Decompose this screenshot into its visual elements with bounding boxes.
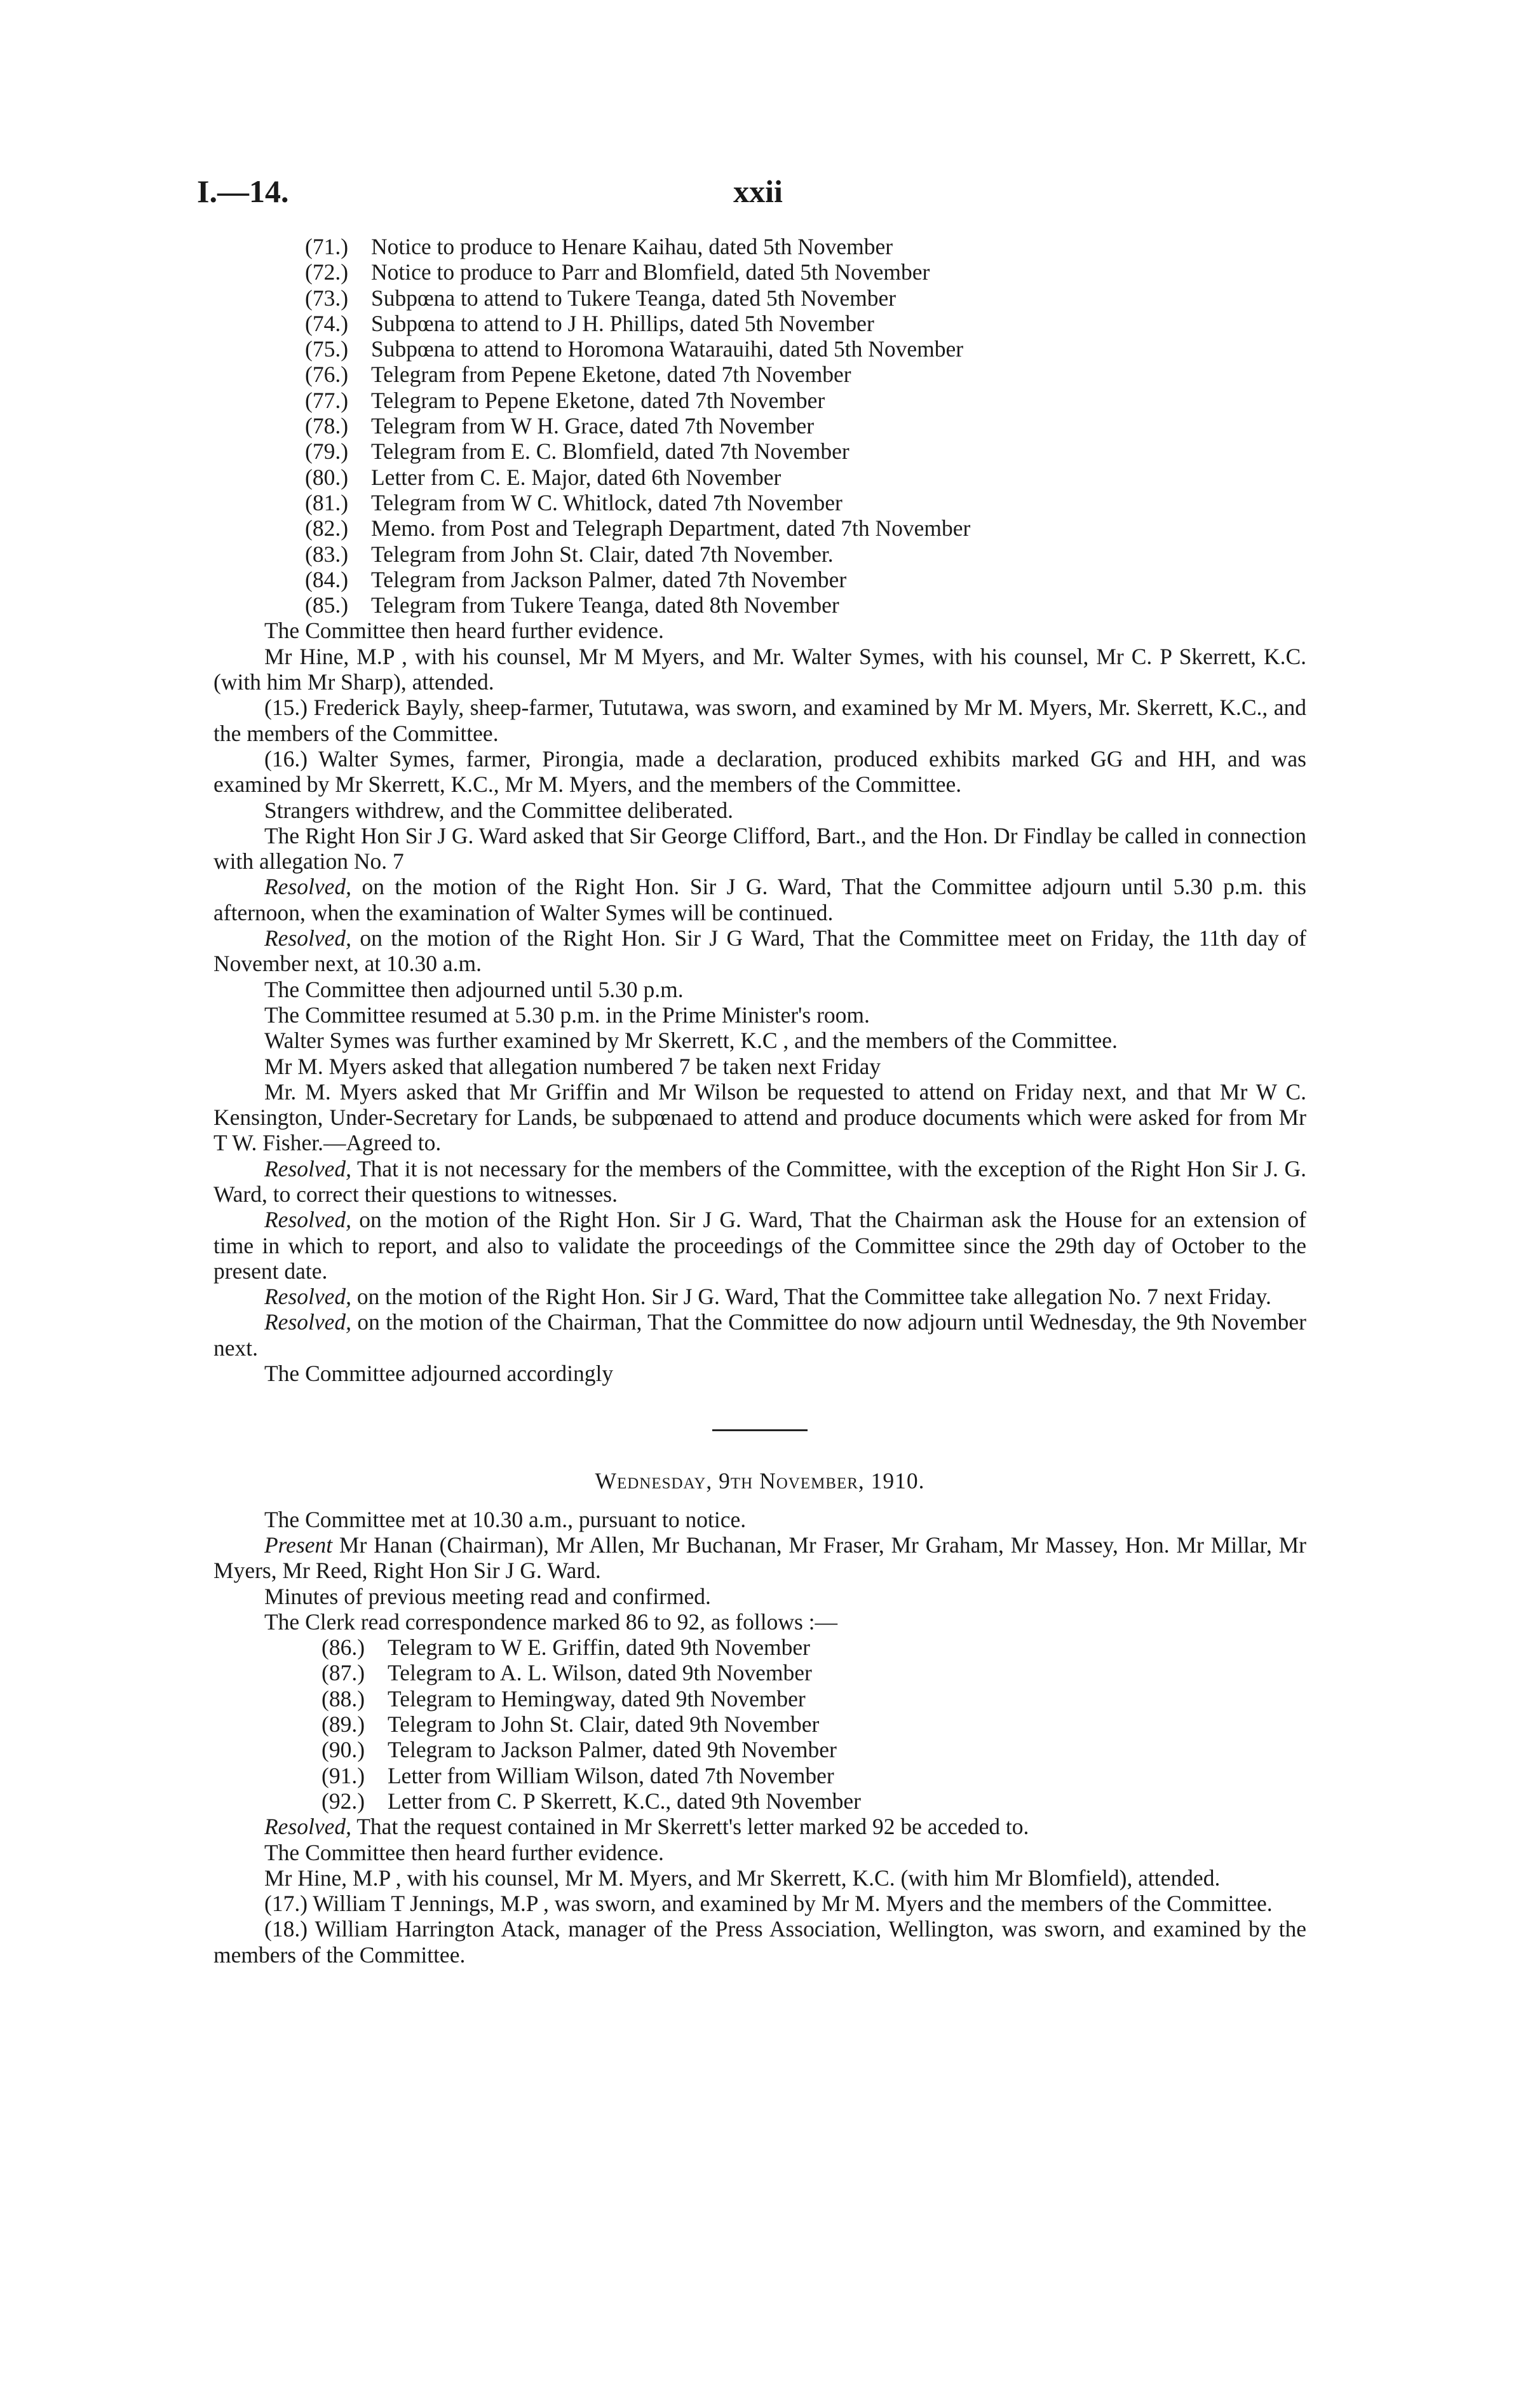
- item-number: (73.): [305, 285, 349, 311]
- paragraph: [213, 823, 1306, 874]
- proceedings-section-3: [213, 1814, 1306, 1968]
- paragraph-emphasis: Resolved,: [264, 874, 352, 900]
- paragraph-emphasis: Resolved,: [264, 1814, 352, 1840]
- paragraph-text: The Committee then heard further evidence.: [264, 618, 664, 644]
- proceedings-section-1: [213, 618, 1306, 1386]
- section-divider: [712, 1429, 808, 1431]
- paragraph-text: on the motion of the Right Hon. Sir J G. Ward, That the Committee take allegation No. 7 next Friday.: [351, 1284, 1271, 1310]
- paragraph: [213, 1054, 1306, 1079]
- paragraph-text: on the motion of the Right Hon. Sir J G Ward, That the Committee meet on Friday, the 11th day of November next, at 10.30 a.m.: [213, 925, 1306, 977]
- paragraph-text: Minutes of previous meeting read and confirmed.: [264, 1583, 711, 1609]
- paragraph: [213, 618, 1306, 643]
- correspondence-item: [305, 311, 1306, 336]
- item-number: (79.): [305, 439, 349, 465]
- item-text: Telegram to A. L. Wilson, dated 9th November: [388, 1660, 812, 1686]
- item-text: Notice to produce to Parr and Blomfield, dated 5th November: [371, 259, 930, 285]
- paragraph: [213, 644, 1306, 695]
- correspondence-item: [321, 1711, 1306, 1737]
- proceedings-section-2: [213, 1507, 1306, 1635]
- item-text: Memo. from Post and Telegraph Department, dated 7th November: [371, 515, 971, 541]
- correspondence-list-1: [213, 234, 1306, 618]
- paragraph: [213, 925, 1306, 977]
- correspondence-item: [305, 234, 1306, 259]
- paragraph: [213, 1584, 1306, 1609]
- paragraph-text: That the request contained in Mr Skerrett's letter marked 92 be acceded to.: [351, 1814, 1029, 1840]
- paragraph-text: (17.) William T Jennings, M.P , was sworn, and examined by Mr M. Myers and the members of the Committee.: [264, 1891, 1273, 1917]
- paragraph-text: The Clerk read correspondence marked 86 to 92, as follows :—: [264, 1609, 838, 1635]
- item-text: Telegram to Pepene Eketone, dated 7th November: [371, 387, 825, 413]
- paragraph: [213, 1609, 1306, 1635]
- paragraph: [213, 1840, 1306, 1865]
- paragraph: [213, 1002, 1306, 1028]
- page-number: xxii: [733, 173, 783, 209]
- paragraph-emphasis: Resolved,: [264, 1155, 352, 1181]
- item-number: (83.): [305, 541, 349, 567]
- paragraph-text: Mr Hine, M.P , with his counsel, Mr M Myers, and Mr. Walter Symes, with his counsel, Mr C. P Skerrett, K.C. (with him Mr Sharp), attended.: [213, 643, 1306, 695]
- item-number: (86.): [321, 1635, 365, 1661]
- correspondence-item: [305, 388, 1306, 413]
- item-text: Telegram from W H. Grace, dated 7th November: [371, 413, 815, 439]
- paragraph-text: on the motion of the Right Hon. Sir J G. Ward, That the Committee adjourn until 5.30 p.m. this afternoon, when the examination of Walter Symes will be continued.: [213, 874, 1306, 925]
- correspondence-item: [305, 541, 1306, 567]
- correspondence-item: [321, 1660, 1306, 1685]
- item-number: (75.): [305, 336, 349, 362]
- date-heading: Wednesday, 9th November, 1910.: [595, 1468, 925, 1494]
- item-text: Letter from C. E. Major, dated 6th November: [371, 464, 782, 490]
- paragraph: [213, 1814, 1306, 1839]
- paragraph-emphasis: Present: [264, 1532, 333, 1558]
- correspondence-item: [305, 592, 1306, 618]
- item-text: Telegram from W C. Whitlock, dated 7th November: [371, 489, 843, 515]
- item-number: (91.): [321, 1762, 365, 1788]
- document-body: [213, 234, 1306, 1968]
- item-number: (80.): [305, 464, 349, 490]
- item-text: Telegram from E. C. Blomfield, dated 7th November: [371, 439, 849, 465]
- paragraph-emphasis: Resolved,: [264, 1207, 352, 1233]
- item-text: Subpœna to attend to Horomona Watarauihi, dated 5th November: [371, 336, 964, 362]
- paragraph-emphasis: Resolved,: [264, 925, 352, 951]
- item-text: Telegram from Pepene Eketone, dated 7th November: [371, 362, 851, 388]
- correspondence-item: [305, 515, 1306, 541]
- paragraph: [213, 1865, 1306, 1891]
- paragraph: [213, 1891, 1306, 1916]
- page-header: [197, 173, 1319, 224]
- paragraph: [213, 695, 1306, 746]
- paragraph-text: The Committee resumed at 5.30 p.m. in the Prime Minister's room.: [264, 1002, 870, 1028]
- correspondence-item: [321, 1788, 1306, 1814]
- paragraph-emphasis: Resolved,: [264, 1309, 352, 1335]
- item-number: (89.): [321, 1711, 365, 1738]
- correspondence-item: [321, 1763, 1306, 1788]
- correspondence-item: [305, 285, 1306, 311]
- item-text: Letter from C. P Skerrett, K.C., dated 9th November: [388, 1788, 861, 1814]
- paragraph-text: on the motion of the Right Hon. Sir J G. Ward, That the Chairman ask the House for an extension of time in which to report, and also to validate the proceedings of the Committee since the 29th day of October to the present date.: [213, 1207, 1306, 1284]
- paragraph-text: Mr. M. Myers asked that Mr Griffin and Mr Wilson be requested to attend on Friday next, and that Mr W C. Kensington, Under-Secretary for Lands, be subpœnaed to attend and produce documents which were asked for from Mr T W. Fisher.—Agreed to.: [213, 1078, 1306, 1156]
- paragraph-text: Mr Hine, M.P , with his counsel, Mr M. Myers, and Mr Skerrett, K.C. (with him Mr Blomfield), attended.: [264, 1865, 1221, 1891]
- paragraph-text: Walter Symes was further examined by Mr Skerrett, K.C , and the members of the Committee.: [264, 1028, 1118, 1054]
- paragraph: [213, 1532, 1306, 1584]
- item-number: (77.): [305, 387, 349, 413]
- correspondence-item: [305, 259, 1306, 285]
- paragraph-text: The Committee then adjourned until 5.30 p.m.: [264, 976, 684, 1002]
- item-text: Telegram from Tukere Teanga, dated 8th November: [371, 592, 839, 618]
- correspondence-item: [305, 439, 1306, 464]
- paragraph: [213, 874, 1306, 925]
- paragraph-text: (18.) William Harrington Atack, manager of the Press Association, Wellington, was sworn, and examined by the members of the Committee.: [213, 1916, 1306, 1968]
- item-number: (87.): [321, 1660, 365, 1686]
- paragraph: [213, 798, 1306, 823]
- item-number: (84.): [305, 566, 349, 592]
- item-number: (76.): [305, 362, 349, 388]
- correspondence-item: [305, 490, 1306, 515]
- item-number: (92.): [321, 1788, 365, 1814]
- paragraph-text: The Committee then heard further evidence.: [264, 1839, 664, 1865]
- paragraph: [213, 977, 1306, 1002]
- item-text: Telegram to Hemingway, dated 9th November: [388, 1685, 806, 1711]
- paragraph-text: Mr Hanan (Chairman), Mr Allen, Mr Buchanan, Mr Fraser, Mr Graham, Mr Massey, Hon. Mr Millar, Mr Myers, Mr Reed, Right Hon Sir J G. Ward.: [213, 1532, 1306, 1584]
- item-number: (78.): [305, 413, 349, 439]
- paragraph: [213, 1284, 1306, 1309]
- item-number: (72.): [305, 259, 349, 285]
- correspondence-item: [321, 1737, 1306, 1762]
- item-number: (81.): [305, 489, 349, 515]
- paragraph: [213, 1207, 1306, 1284]
- item-number: (74.): [305, 310, 349, 336]
- item-text: Subpœna to attend to Tukere Teanga, dated 5th November: [371, 285, 897, 311]
- paragraph-text: Strangers withdrew, and the Committee deliberated.: [264, 797, 734, 823]
- correspondence-item: [305, 336, 1306, 362]
- paragraph: [213, 1507, 1306, 1532]
- paragraph-text: That it is not necessary for the members of the Committee, with the exception of the Right Hon Sir J. G. Ward, to correct their questions to witnesses.: [213, 1155, 1306, 1207]
- item-text: Subpœna to attend to J H. Phillips, dated 5th November: [371, 310, 874, 336]
- document-reference: I.—14.: [197, 173, 289, 209]
- item-text: Notice to produce to Henare Kaihau, dated 5th November: [371, 234, 893, 259]
- paragraph-text: (15.) Frederick Bayly, sheep-farmer, Tututawa, was sworn, and examined by Mr M. Myers, Mr. Skerrett, K.C., and the members of the Committee.: [213, 695, 1306, 746]
- correspondence-item: [321, 1635, 1306, 1660]
- item-number: (82.): [305, 515, 349, 541]
- paragraph-emphasis: Resolved,: [264, 1284, 352, 1310]
- item-number: (85.): [305, 592, 349, 618]
- item-text: Letter from William Wilson, dated 7th November: [388, 1762, 834, 1788]
- paragraph: [213, 1028, 1306, 1053]
- paragraph-text: Mr M. Myers asked that allegation numbered 7 be taken next Friday: [264, 1053, 881, 1079]
- item-text: Telegram from Jackson Palmer, dated 7th November: [371, 566, 847, 592]
- correspondence-item: [305, 413, 1306, 439]
- correspondence-list-2: [213, 1635, 1306, 1814]
- paragraph-text: (16.) Walter Symes, farmer, Pirongia, made a declaration, produced exhibits marked GG and HH, and was examined by Mr Skerrett, K.C., Mr M. Myers, and the members of the Committee.: [213, 745, 1306, 798]
- paragraph-text: The Committee adjourned accordingly: [264, 1361, 614, 1387]
- item-number: (88.): [321, 1685, 365, 1711]
- paragraph-text: on the motion of the Chairman, That the Committee do now adjourn until Wednesday, the 9th November next.: [213, 1309, 1306, 1361]
- paragraph: [213, 1079, 1306, 1156]
- correspondence-item: [305, 567, 1306, 592]
- item-text: Telegram from John St. Clair, dated 7th November.: [371, 541, 834, 567]
- paragraph-text: The Committee met at 10.30 a.m., pursuant to notice.: [264, 1506, 747, 1532]
- paragraph: [213, 746, 1306, 798]
- item-number: (90.): [321, 1737, 365, 1763]
- paragraph-text: The Right Hon Sir J G. Ward asked that Sir George Clifford, Bart., and the Hon. Dr Findlay be called in connection with allegation No. 7: [213, 822, 1306, 874]
- paragraph: [213, 1361, 1306, 1386]
- paragraph: [213, 1309, 1306, 1361]
- correspondence-item: [305, 465, 1306, 490]
- paragraph: [213, 1156, 1306, 1207]
- item-number: (71.): [305, 234, 349, 259]
- item-text: Telegram to Jackson Palmer, dated 9th November: [388, 1737, 837, 1763]
- item-text: Telegram to John St. Clair, dated 9th November: [388, 1711, 820, 1738]
- paragraph: [213, 1916, 1306, 1968]
- correspondence-item: [321, 1686, 1306, 1711]
- item-text: Telegram to W E. Griffin, dated 9th November: [388, 1635, 810, 1661]
- correspondence-item: [305, 362, 1306, 387]
